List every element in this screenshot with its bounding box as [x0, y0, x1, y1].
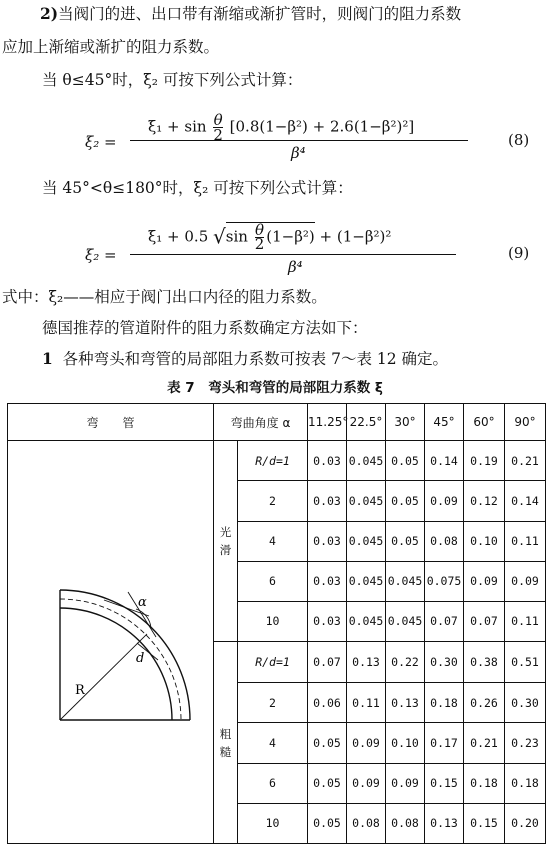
eq8-denominator: β⁴	[291, 144, 306, 162]
eq8-two: 2	[213, 126, 223, 144]
rd-cell: 2	[238, 683, 308, 723]
eq9-fraction-bar	[130, 254, 456, 255]
paragraph-2-line2: 应加上渐缩或渐扩的阻力系数。	[2, 38, 220, 56]
value-cell: 0.18	[505, 763, 546, 803]
value-cell: 0.08	[386, 803, 425, 843]
table-header-row	[8, 404, 546, 441]
paragraph-text-1: 当阀门的进、出口带有渐缩或渐扩管时，则阀门的阻力系数	[58, 5, 462, 23]
value-cell: 0.22	[386, 642, 425, 683]
d-label: d	[136, 651, 145, 667]
radius-R-line	[60, 634, 147, 720]
value-cell: 0.09	[386, 763, 425, 803]
group-rough-label	[214, 642, 238, 844]
value-cell: 0.23	[505, 723, 546, 763]
eq9-num-rest: + (1−β²)²	[319, 227, 392, 246]
sqrt-icon: √	[213, 224, 226, 249]
value-cell: 0.30	[505, 683, 546, 723]
value-cell: 0.09	[347, 763, 386, 803]
header-angle: 弯曲角度 α	[214, 404, 308, 441]
paragraph-number: 2)	[40, 4, 59, 23]
value-cell: 0.03	[308, 601, 347, 641]
value-cell: 0.10	[464, 521, 505, 561]
group-smooth-text: 光 滑	[219, 525, 232, 558]
header-angle-6: 90°	[505, 404, 546, 441]
value-cell: 0.05	[386, 441, 425, 481]
header-angle-1: 11.25°	[308, 404, 347, 441]
rd-cell: 10	[238, 803, 308, 843]
value-cell: 0.11	[347, 683, 386, 723]
value-cell: 0.08	[425, 521, 464, 561]
value-cell: 0.18	[464, 763, 505, 803]
eq9-num-prefix: ξ₁ + 0.5	[148, 227, 209, 246]
value-cell: 0.05	[386, 521, 425, 561]
value-cell: 0.20	[505, 803, 546, 843]
bend-figure-cell	[8, 441, 214, 844]
value-cell: 0.14	[425, 441, 464, 481]
rd-cell: 2	[238, 481, 308, 521]
value-cell: 0.05	[308, 723, 347, 763]
value-cell: 0.11	[505, 521, 546, 561]
eq8-num-rest: [0.8(1−β²) + 2.6(1−β²)²]	[229, 117, 415, 136]
value-cell: 0.045	[347, 601, 386, 641]
value-cell: 0.045	[347, 521, 386, 561]
value-cell: 0.045	[386, 601, 425, 641]
value-cell: 0.13	[425, 803, 464, 843]
value-cell: 0.15	[464, 803, 505, 843]
group-rough-text: 粗 糙	[219, 726, 232, 759]
value-cell: 0.51	[505, 642, 546, 683]
value-cell: 0.045	[347, 481, 386, 521]
rd-cell: R/d=1	[238, 642, 308, 683]
value-cell: 0.19	[464, 441, 505, 481]
condition-1: 当 θ≤45°时，ξ₂ 可按下列公式计算：	[42, 71, 303, 89]
eq9-numerator	[148, 222, 391, 251]
value-cell: 0.03	[308, 481, 347, 521]
header-bend: 弯 管	[8, 404, 214, 441]
value-cell: 0.06	[308, 683, 347, 723]
value-cell: 0.07	[308, 642, 347, 683]
value-cell: 0.12	[464, 481, 505, 521]
value-cell: 0.38	[464, 642, 505, 683]
value-cell: 0.13	[347, 642, 386, 683]
item-number: 1	[42, 349, 53, 368]
eq8-numerator	[148, 113, 414, 142]
value-cell: 0.11	[505, 601, 546, 641]
eq8-num-prefix: ξ₁ + sin	[148, 117, 207, 136]
item-text: 各种弯头和弯管的局部阻力系数可按表 7～表 12 确定。	[62, 350, 449, 368]
value-cell: 0.21	[505, 441, 546, 481]
value-cell: 0.075	[425, 561, 464, 601]
value-cell: 0.045	[347, 561, 386, 601]
eq9-inner: (1−β²)	[266, 227, 315, 246]
rd-cell: 10	[238, 601, 308, 641]
eq8-number: (8)	[508, 131, 530, 149]
value-cell: 0.09	[425, 481, 464, 521]
header-angle-5: 60°	[464, 404, 505, 441]
value-cell: 0.09	[464, 561, 505, 601]
R-label: R	[75, 683, 85, 699]
group-smooth-label	[214, 441, 238, 642]
value-cell: 0.26	[464, 683, 505, 723]
paragraph-2-line1	[40, 4, 461, 24]
rd-cell: 6	[238, 763, 308, 803]
rd-cell: 4	[238, 723, 308, 763]
eq9-two: 2	[254, 235, 265, 253]
eq8-fraction-bar	[130, 140, 468, 141]
value-cell: 0.05	[308, 763, 347, 803]
value-cell: 0.03	[308, 441, 347, 481]
value-cell: 0.03	[308, 521, 347, 561]
rd-cell: R/d=1	[238, 441, 308, 481]
value-cell: 0.045	[347, 441, 386, 481]
rd-cell: 4	[238, 521, 308, 561]
alpha-label: α	[138, 595, 147, 611]
value-cell: 0.03	[308, 561, 347, 601]
value-cell: 0.21	[464, 723, 505, 763]
where-line: 式中：ξ₂——相应于阀门出口内径的阻力系数。	[2, 288, 327, 306]
value-cell: 0.09	[505, 561, 546, 601]
value-cell: 0.05	[308, 803, 347, 843]
value-cell: 0.045	[386, 561, 425, 601]
eq9-sin: sin	[225, 227, 248, 246]
value-cell: 0.30	[425, 642, 464, 683]
eq8-lhs: ξ₂ =	[85, 133, 117, 151]
eq9-lhs: ξ₂ =	[85, 246, 117, 264]
eq9-denominator: β⁴	[288, 258, 303, 276]
condition-2: 当 45°<θ≤180°时，ξ₂ 可按下列公式计算：	[42, 179, 353, 197]
resistance-table	[7, 403, 546, 844]
value-cell: 0.15	[425, 763, 464, 803]
eq8-theta-half	[213, 113, 223, 142]
value-cell: 0.08	[347, 803, 386, 843]
eq9-number: (9)	[508, 244, 530, 262]
value-cell: 0.14	[505, 481, 546, 521]
value-cell: 0.10	[386, 723, 425, 763]
eq9-radicand	[226, 222, 315, 251]
header-angle-3: 30°	[386, 404, 425, 441]
eq9-theta-half	[254, 221, 265, 253]
eq9-theta: θ	[254, 221, 264, 239]
value-cell: 0.07	[425, 601, 464, 641]
value-cell: 0.05	[386, 481, 425, 521]
value-cell: 0.17	[425, 723, 464, 763]
value-cell: 0.13	[386, 683, 425, 723]
eq8-theta: θ	[213, 111, 223, 129]
header-angle-2: 22.5°	[347, 404, 386, 441]
pipe-bend-figure	[8, 442, 214, 842]
header-angle-4: 45°	[425, 404, 464, 441]
german-line: 德国推荐的管道附件的阻力系数确定方法如下：	[42, 319, 368, 337]
item-1	[42, 349, 448, 369]
value-cell: 0.18	[425, 683, 464, 723]
rd-cell: 6	[238, 561, 308, 601]
value-cell: 0.07	[464, 601, 505, 641]
table-row	[8, 441, 546, 481]
table-caption: 表 7 弯头和弯管的局部阻力系数 ξ	[167, 380, 383, 396]
value-cell: 0.09	[347, 723, 386, 763]
